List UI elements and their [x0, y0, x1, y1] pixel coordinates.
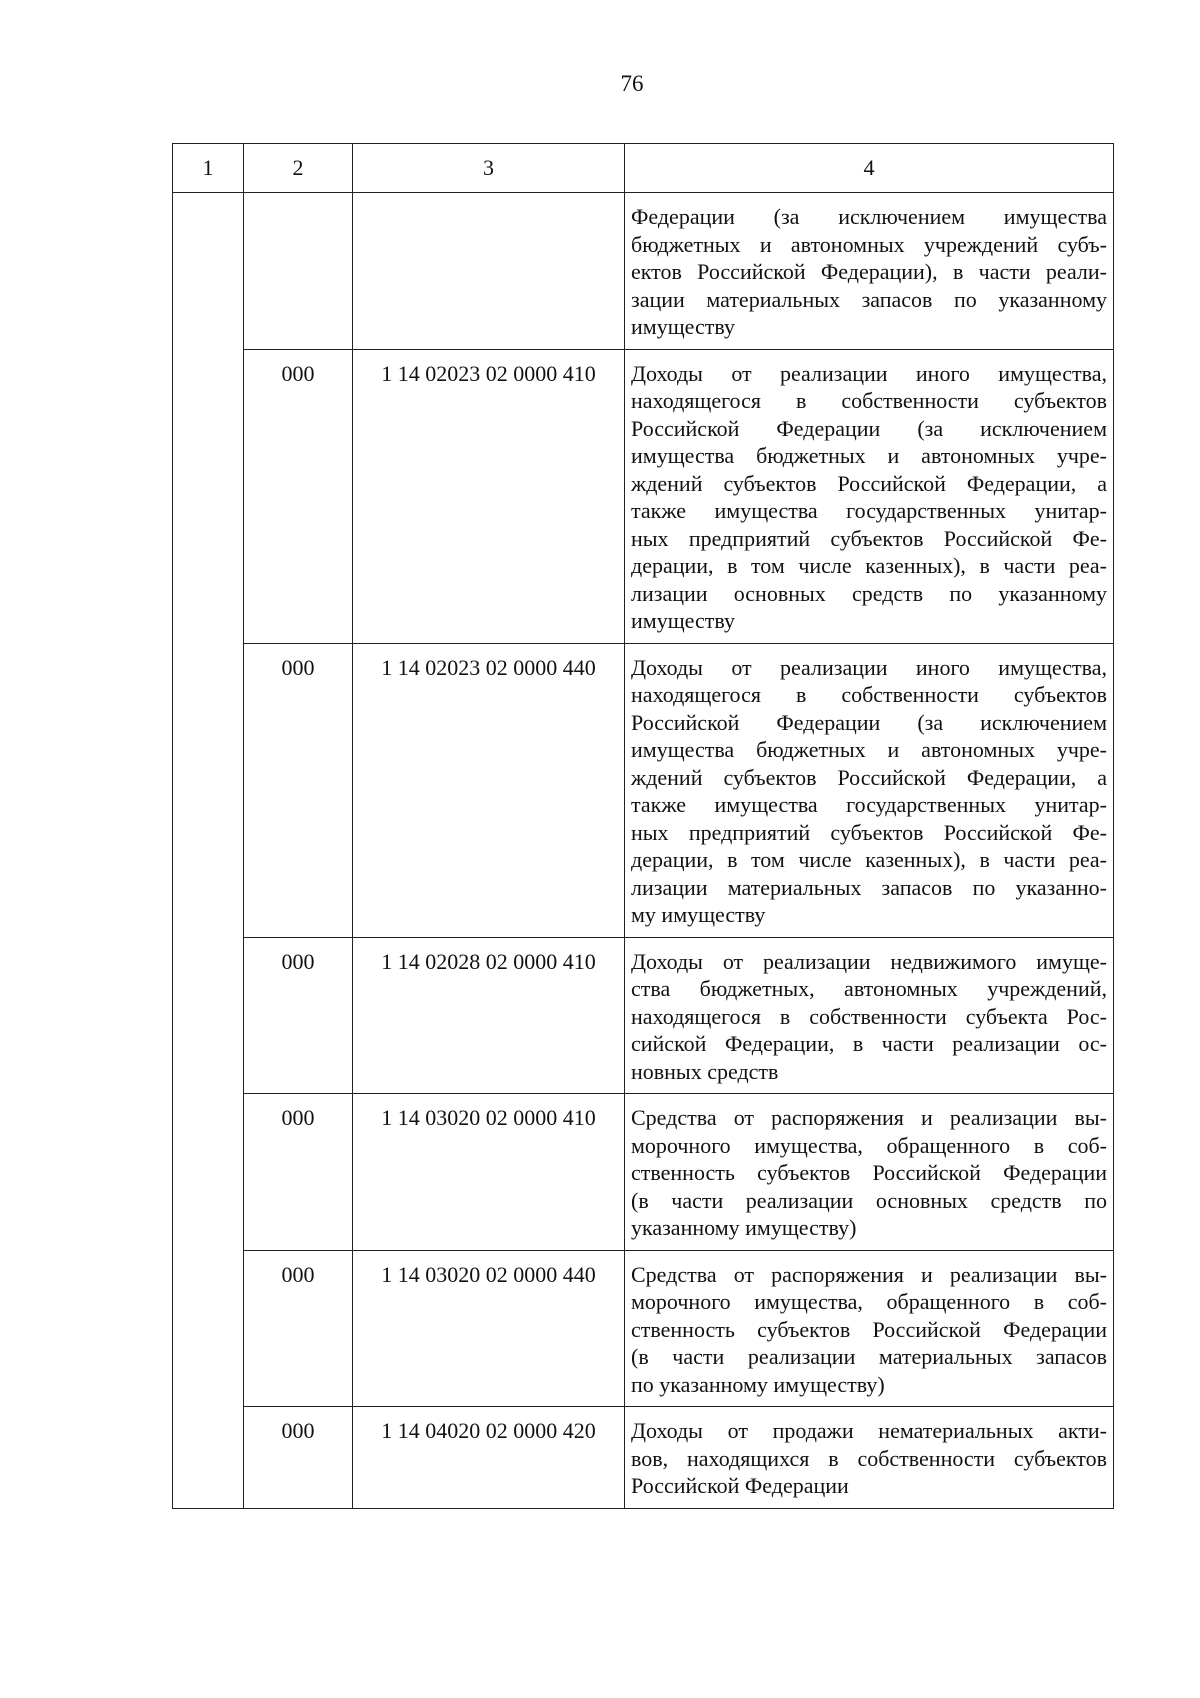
description-line: имуществу — [631, 314, 735, 339]
admin-code-cell: 000 — [244, 937, 353, 1094]
description-line: (в части реализации основных средств по — [631, 1187, 1107, 1213]
description-cell — [625, 349, 1114, 643]
revenue-code-cell: 1 14 02028 02 0000 410 — [353, 937, 625, 1094]
description-line: имуществу — [631, 608, 735, 633]
revenue-code-cell — [353, 193, 625, 350]
description-line: (в части реализации материальных запасов — [631, 1344, 1107, 1369]
description-line: ектов Российской Федерации), в части реали- — [631, 259, 1107, 284]
description-line: бюджетных и автономных учреждений субъ- — [631, 231, 1107, 257]
description-line: Федерации (за исключением имущества — [631, 204, 1107, 229]
revenue-code-cell: 1 14 02023 02 0000 410 — [353, 349, 625, 643]
description-cell — [625, 1407, 1114, 1509]
header-col-3: 3 — [353, 144, 625, 193]
description-line: ства бюджетных, автономных учреждений, — [631, 976, 1107, 1001]
description-line: Российской Федерации — [631, 1473, 849, 1498]
description-line: по указанному имуществу) — [631, 1371, 885, 1397]
revenue-code-cell: 1 14 03020 02 0000 410 — [353, 1094, 625, 1251]
description-line: новных средств — [631, 1058, 779, 1084]
page-number: 76 — [620, 71, 644, 96]
admin-code-cell — [244, 193, 353, 350]
admin-code-cell: 000 — [244, 643, 353, 937]
description-line: также имущества государственных унитар- — [631, 498, 1107, 523]
description-line: сийской Федерации, в части реализации ос- — [631, 1031, 1107, 1056]
table-row — [173, 349, 1114, 643]
header-col-4: 4 — [625, 144, 1114, 193]
description-line: дерации, в том числе казенных), в части реа- — [631, 553, 1107, 578]
description-line: лизации основных средств по указанному — [631, 580, 1107, 606]
description-line: ждений субъектов Российской Федерации, а — [631, 470, 1107, 496]
admin-code-cell: 000 — [244, 1094, 353, 1251]
revenue-codes-table — [172, 143, 1114, 1509]
description-cell — [625, 193, 1114, 350]
table-row — [173, 937, 1114, 1094]
description-line: морочного имущества, обращенного в соб- — [631, 1289, 1107, 1314]
table-row — [173, 1250, 1114, 1407]
description-cell — [625, 643, 1114, 937]
header-col-2: 2 — [244, 144, 353, 193]
description-line: также имущества государственных унитар- — [631, 792, 1107, 817]
description-line: зации материальных запасов по указанному — [631, 286, 1107, 312]
header-col-1: 1 — [173, 144, 244, 193]
description-cell — [625, 1250, 1114, 1407]
table-row — [173, 193, 1114, 350]
description-line: ственность субъектов Российской Федерации — [631, 1160, 1107, 1185]
table-row — [173, 643, 1114, 937]
description-line: Доходы от реализации иного имущества, — [631, 360, 1107, 386]
description-line: имущества бюджетных и автономных учре- — [631, 443, 1107, 468]
description-line: ждений субъектов Российской Федерации, а — [631, 764, 1107, 790]
description-line: ственность субъектов Российской Федерации — [631, 1316, 1107, 1342]
description-line: морочного имущества, обращенного в соб- — [631, 1132, 1107, 1158]
description-cell — [625, 937, 1114, 1094]
description-line: находящегося в собственности субъекта Рос- — [631, 1003, 1107, 1029]
table-row — [173, 1407, 1114, 1509]
description-line: указанному имуществу) — [631, 1215, 857, 1240]
description-cell — [625, 1094, 1114, 1251]
revenue-code-cell: 1 14 04020 02 0000 420 — [353, 1407, 625, 1509]
revenue-code-cell: 1 14 03020 02 0000 440 — [353, 1250, 625, 1407]
description-line: находящегося в собственности субъектов — [631, 682, 1107, 707]
revenue-code-cell: 1 14 02023 02 0000 440 — [353, 643, 625, 937]
description-line: вов, находящихся в собственности субъектов — [631, 1445, 1107, 1471]
description-line: Средства от распоряжения и реализации вы- — [631, 1105, 1107, 1130]
admin-code-cell: 000 — [244, 349, 353, 643]
table-row — [173, 1094, 1114, 1251]
description-line: дерации, в том числе казенных), в части реа- — [631, 847, 1107, 872]
description-line: ных предприятий субъектов Российской Фе- — [631, 525, 1107, 551]
description-line: находящегося в собственности субъектов — [631, 388, 1107, 413]
col-1-cell — [173, 193, 244, 1509]
admin-code-cell: 000 — [244, 1407, 353, 1509]
admin-code-cell: 000 — [244, 1250, 353, 1407]
description-line: Средства от распоряжения и реализации вы- — [631, 1261, 1107, 1287]
description-line: Доходы от реализации недвижимого имуще- — [631, 948, 1107, 974]
description-line: Доходы от реализации иного имущества, — [631, 654, 1107, 680]
table-header-row — [173, 144, 1114, 193]
description-line: лизации материальных запасов по указанно- — [631, 874, 1107, 900]
description-line: ных предприятий субъектов Российской Фе- — [631, 819, 1107, 845]
description-line: Российской Федерации (за исключением — [631, 415, 1107, 441]
description-line: Доходы от продажи нематериальных акти- — [631, 1418, 1107, 1443]
description-line: Российской Федерации (за исключением — [631, 709, 1107, 735]
description-line: му имуществу — [631, 902, 766, 927]
description-line: имущества бюджетных и автономных учре- — [631, 737, 1107, 762]
